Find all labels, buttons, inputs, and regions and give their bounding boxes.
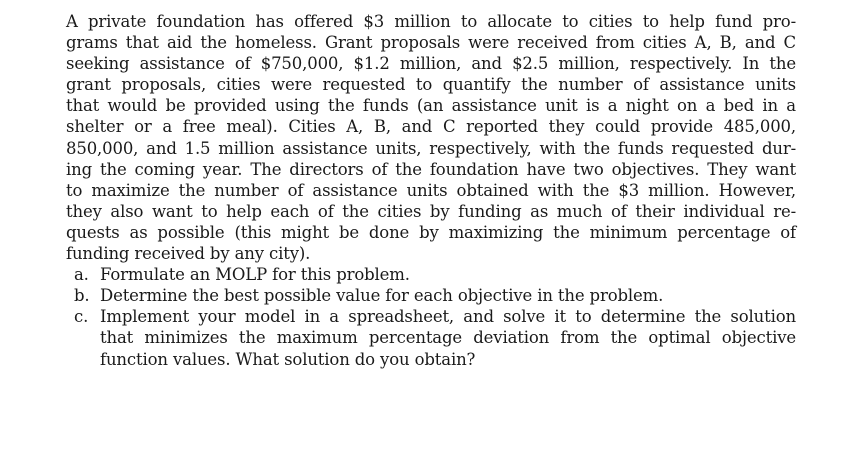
question-text bbox=[100, 306, 796, 369]
paragraph-line: seeking assistance of $750,000, $1.2 million, and $2.5 million, respectively. In the bbox=[66, 54, 796, 74]
paragraph-line: they also want to help each of the cities by funding as much of their individual re- bbox=[66, 201, 796, 221]
question-line: that minimizes the maximum percentage deviation from the optimal objective bbox=[100, 328, 796, 348]
question-label: c. bbox=[74, 307, 89, 327]
paragraph-line: ing the coming year. The directors of the foundation have two objectives. They want bbox=[66, 159, 796, 179]
paragraph-line: grams that aid the homeless. Grant proposals were received from cities A, B, and C bbox=[66, 33, 796, 53]
paragraph-line: that would be provided using the funds (an assistance unit is a night on a bed in a bbox=[66, 96, 796, 116]
question-label: b. bbox=[74, 286, 90, 306]
question-label: a. bbox=[74, 265, 89, 285]
paragraph-line: to maximize the number of assistance units obtained with the $3 million. However, bbox=[66, 180, 796, 200]
paragraph-line: funding received by any city). bbox=[66, 244, 311, 264]
question-line: function values. What solution do you obtain? bbox=[100, 349, 476, 369]
question-line: Implement your model in a spreadsheet, and solve it to determine the solution bbox=[100, 307, 796, 327]
question-item-b bbox=[66, 285, 796, 306]
question-list bbox=[66, 264, 796, 369]
problem-text bbox=[66, 11, 796, 370]
paragraph-line: A private foundation has offered $3 million to allocate to cities to help fund pro- bbox=[66, 12, 796, 31]
question-text bbox=[100, 285, 796, 306]
question-item-c bbox=[66, 306, 796, 369]
paragraph-line: grant proposals, cities were requested to quantify the number of assistance units bbox=[66, 75, 796, 95]
question-text bbox=[100, 264, 796, 285]
paragraph-line: shelter or a free meal). Cities A, B, and C reported they could provide 485,000, bbox=[66, 117, 796, 137]
paragraph-line: 850,000, and 1.5 million assistance units, respectively, with the funds requested dur- bbox=[66, 138, 796, 158]
question-line: Determine the best possible value for each objective in the problem. bbox=[100, 286, 664, 306]
paragraph-line: quests as possible (this might be done by maximizing the minimum percentage of bbox=[66, 222, 796, 242]
question-item-a bbox=[66, 264, 796, 285]
problem-paragraph bbox=[66, 11, 796, 264]
question-line: Formulate an MOLP for this problem. bbox=[100, 265, 410, 285]
